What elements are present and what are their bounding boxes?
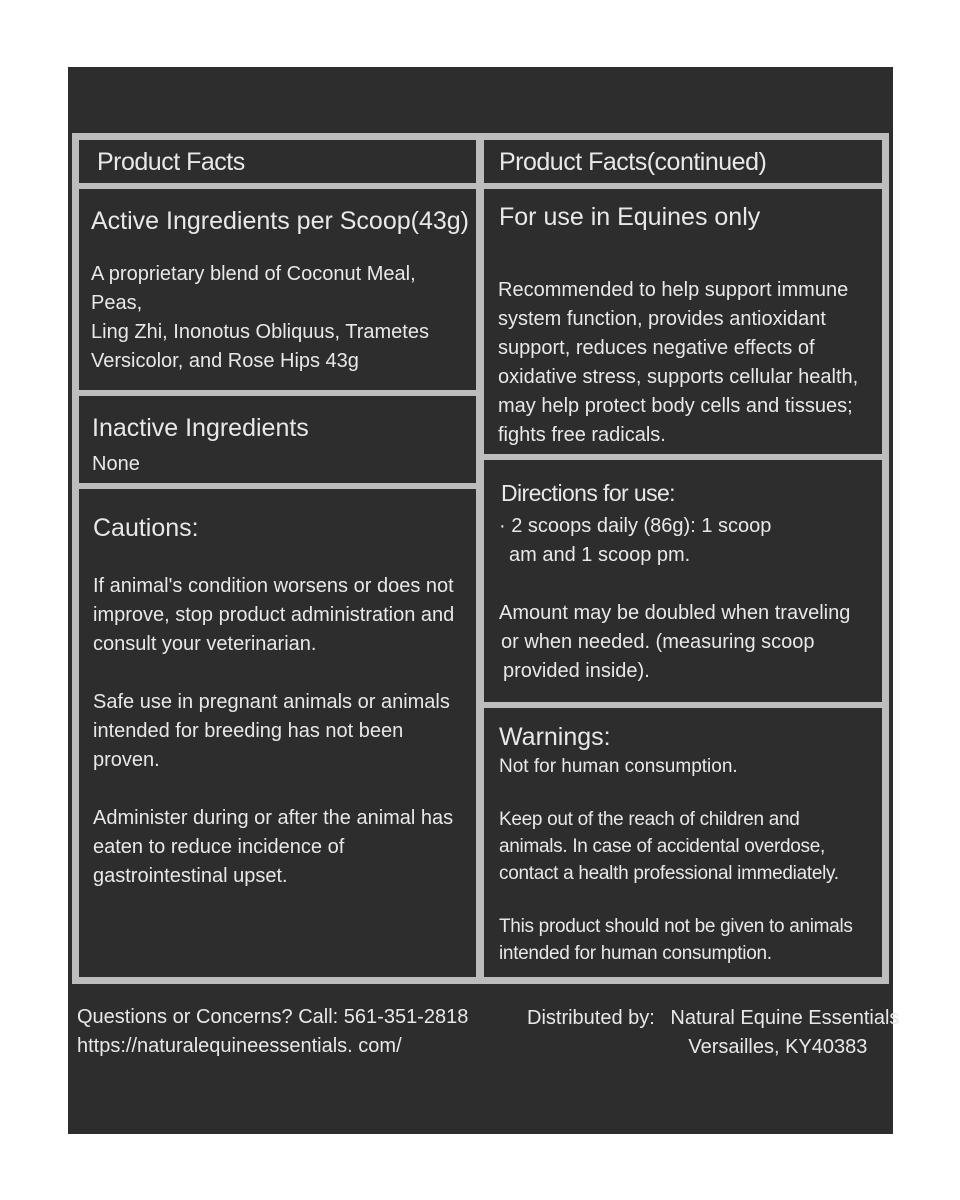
active-ingredients-box <box>79 189 476 390</box>
cautions-box <box>79 489 476 977</box>
equines-only-title: For use in Equines only <box>499 203 761 231</box>
use-description: Recommended to help support immune system function, provides antioxidant support, reduces negative effects of oxidative stress, supports cellular health, may help protect body cells and tissues; fights free radicals. <box>498 279 859 446</box>
active-ingredients-text: A proprietary blend of Coconut Meal, Peas, Ling Zhi, Inonotus Obliquus, Trametes Versicolor, and Rose Hips 43g <box>91 263 429 372</box>
directions-note: Amount may be doubled when traveling or when needed. (measuring scoop provided inside). <box>499 602 851 682</box>
inactive-ingredients-box <box>79 396 476 483</box>
warnings-paragraph-2: Keep out of the reach of children and animals. In case of accidental overdose, contact a health professional immediately. <box>499 809 839 884</box>
warnings-box <box>484 708 882 977</box>
cautions-paragraph-1: If animal's condition worsens or does not improve, stop product administration and consult your veterinarian. <box>93 575 455 655</box>
facts-panel <box>72 133 889 984</box>
website-url: https://naturalequineessentials. com/ <box>77 1035 402 1057</box>
footer-contact <box>77 1003 468 1061</box>
inactive-ingredients-title: Inactive Ingredients <box>92 414 309 442</box>
distributed-by-label: Distributed by: <box>527 1007 655 1029</box>
warnings-paragraph-3: This product should not be given to animals intended for human consumption. <box>499 916 853 964</box>
product-facts-heading: Product Facts <box>97 148 245 176</box>
left-header-box <box>79 140 476 183</box>
distributor-address: Versailles, KY40383 <box>688 1036 868 1058</box>
warnings-human-consumption: Not for human consumption. <box>499 756 738 777</box>
directions-title: Directions for use: <box>501 480 675 506</box>
questions-phone: Questions or Concerns? Call: 561-351-2818 <box>77 1006 469 1028</box>
cautions-paragraph-3: Administer during or after the animal has eaten to reduce incidence of gastrointestinal upset. <box>93 807 454 887</box>
directions-dosage: · 2 scoops daily (86g): 1 scoop am and 1 scoop pm. <box>499 515 772 566</box>
warnings-title: Warnings: <box>499 723 611 751</box>
footer-distributor <box>527 1004 899 1062</box>
directions-box <box>484 460 882 702</box>
active-ingredients-title: Active Ingredients per Scoop(43g) <box>91 207 469 235</box>
right-header-box <box>484 140 882 183</box>
product-facts-continued-heading: Product Facts(continued) <box>499 148 767 176</box>
use-box <box>484 189 882 454</box>
distributor-name: Natural Equine Essentials <box>670 1007 900 1029</box>
cautions-paragraph-2: Safe use in pregnant animals or animals intended for breeding has not been proven. <box>93 691 450 771</box>
inactive-ingredients-value: None <box>92 453 140 475</box>
cautions-title: Cautions: <box>93 514 199 542</box>
